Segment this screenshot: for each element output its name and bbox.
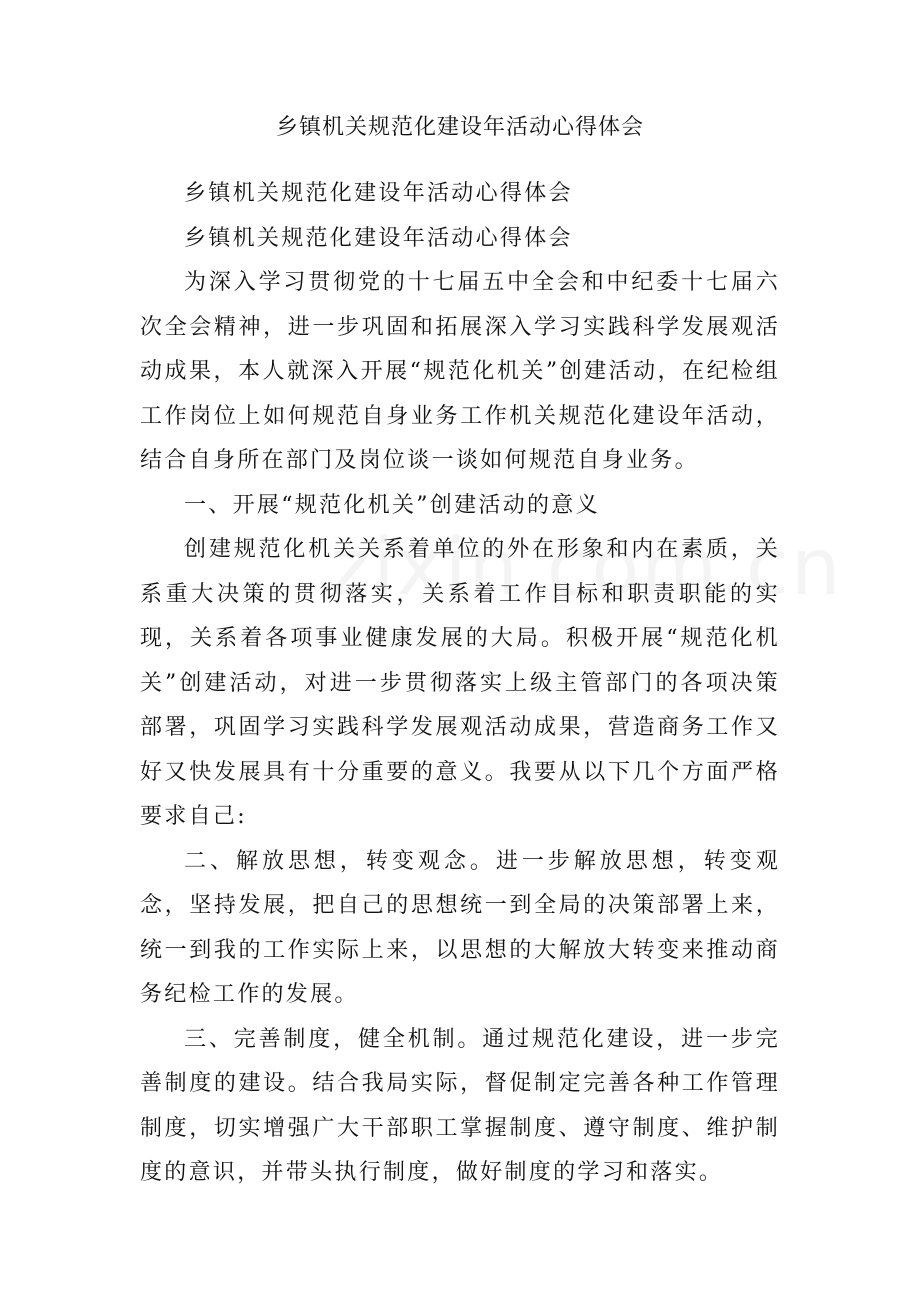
document-title: 乡镇机关规范化建设年活动心得体会 <box>275 115 644 140</box>
paragraph-7: 三、完善制度，健全机制。通过规范化建设，进一步完善制度的建设。结合我局实际，督促制定完善各种工作管理制度，切实增强广大干部职工掌握制度、遵守制度、维护制度的意识，并带头执行制度，做好制度的学习和落实。 <box>140 1026 780 1185</box>
document-body <box>140 172 780 1196</box>
section-heading-1: 一、开展“规范化机关”创建活动的意义 <box>184 492 600 518</box>
paragraph-6: 二、解放思想，转变观念。进一步解放思想，转变观念，坚持发展，把自己的思想统一到全局的决策部署上来，统一到我的工作实际上来，以思想的大解放大转变来推动商务纪检工作的发展。 <box>140 848 780 1007</box>
paragraph-1: 乡镇机关规范化建设年活动心得体会 <box>184 181 573 206</box>
paragraph-3: 为深入学习贯彻党的十七届五中全会和中纪委十七届六次全会精神，进一步巩固和拓展深入学习实践科学发展观活动成果，本人就深入开展“规范化机关”创建活动，在纪检组工作岗位上如何规范自身业务工作机关规范化建设年活动，结合自身所在部门及岗位谈一谈如何规范自身业务。 <box>140 270 780 473</box>
paragraph-2: 乡镇机关规范化建设年活动心得体会 <box>184 225 573 251</box>
paragraph-5: 创建规范化机关关系着单位的外在形象和内在素质，关系重大决策的贯彻落实，关系着工作目标和职责职能的实现，关系着各项事业健康发展的大局。积极开展“规范化机关”创建活动，对进一步贯彻落实上级主管部门的各项决策部署，巩固学习实践科学发展观活动成果，营造商务工作又好又快发展具有十分重要的意义。我要从以下几个方面严格要求自己: <box>140 537 780 829</box>
